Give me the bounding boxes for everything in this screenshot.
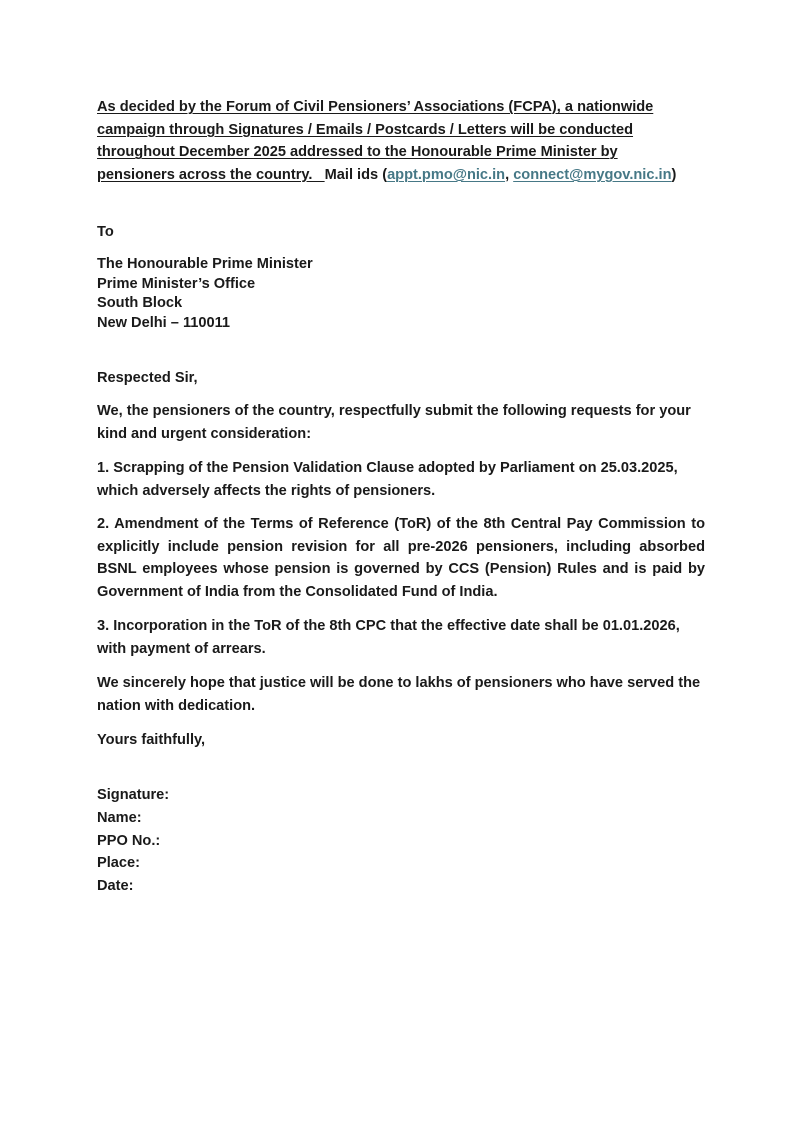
request-item-3: 3. Incorporation in the ToR of the 8th CPC that the effective date shall be 01.01.2026, with payment of arrears.: [97, 618, 680, 657]
email-separator: ,: [505, 166, 514, 183]
request-item-1: 1. Scrapping of the Pension Validation Clause adopted by Parliament on 25.03.2025, which adversely affects the rights of pensioners.: [97, 460, 678, 499]
name-field-label: Name:: [97, 809, 142, 826]
mail-ids-label: Mail ids (: [324, 166, 388, 183]
closing-paragraph: We sincerely hope that justice will be done to lakhs of pensioners who have served the nation with dedication.: [97, 675, 701, 714]
recipient-address: [97, 255, 705, 334]
address-line: Prime Minister’s Office: [97, 275, 256, 292]
intro-line: As decided by the Forum of Civil Pensioners’ Associations (FCPA), a nationwide: [97, 99, 654, 115]
signature-field-label: Signature:: [97, 787, 170, 803]
ppo-number-field-label: PPO No.:: [97, 832, 161, 849]
request-item-2: 2. Amendment of the Terms of Reference (ToR) of the 8th Central Pay Commission to explicitly include pension revision for all pre-2026 pensioners, including absorbed BSNL employees whose pension is governed by CCS (Pension) Rules and is paid by Government of India from the Consolidated Fund of India.: [97, 516, 705, 600]
request-intro-paragraph: We, the pensioners of the country, respectfully submit the following requests for your kind and urgent consideration:: [97, 403, 691, 442]
to-label: To: [97, 224, 114, 240]
address-line: South Block: [97, 295, 183, 312]
address-line: The Honourable Prime Minister: [97, 256, 313, 272]
intro-line: throughout December 2025 addressed to the Honourable Prime Minister by: [97, 144, 618, 161]
campaign-intro: [97, 96, 705, 186]
intro-line: pensioners across the country.: [97, 166, 325, 183]
signature-block: [97, 784, 705, 898]
complimentary-close: Yours faithfully,: [97, 732, 206, 748]
intro-last-line: [97, 164, 705, 187]
email-link-pmo[interactable]: appt.pmo@nic.in: [387, 166, 506, 183]
date-field-label: Date:: [97, 878, 134, 895]
mail-ids-close: ): [671, 166, 677, 183]
email-link-mygov[interactable]: connect@mygov.nic.in: [513, 166, 672, 183]
place-field-label: Place:: [97, 855, 140, 872]
intro-line: campaign through Signatures / Emails / Postcards / Letters will be conducted: [97, 121, 634, 138]
address-line: New Delhi – 110011: [97, 315, 231, 332]
salutation: Respected Sir,: [97, 370, 198, 386]
